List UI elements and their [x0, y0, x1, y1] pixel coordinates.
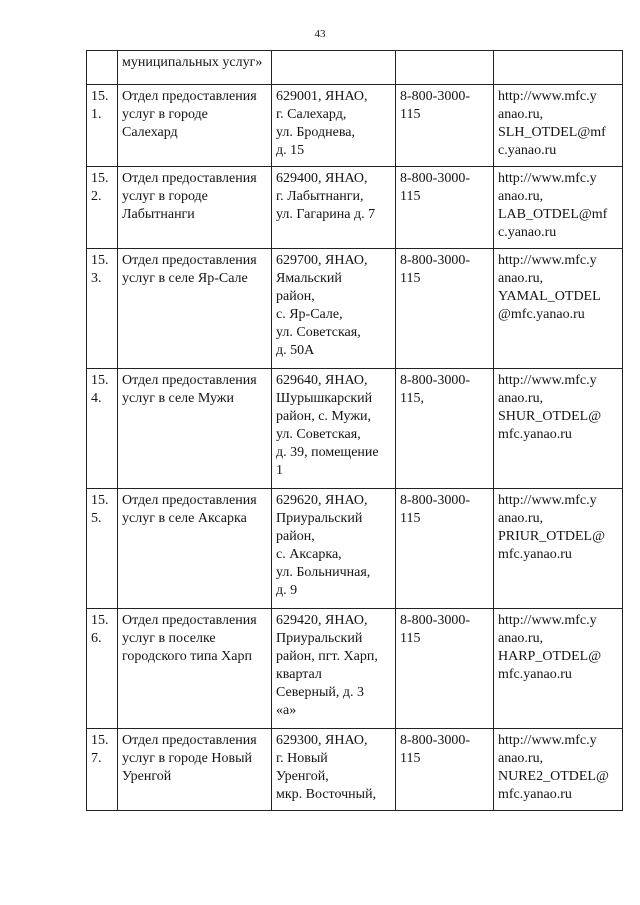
office-name-line: Лабытнанги	[122, 207, 195, 222]
address-line: Северный, д. 3	[276, 685, 364, 700]
cell-contacts	[494, 489, 623, 609]
office-name-line: услуг в городе Новый	[122, 751, 252, 766]
contact-line: http://www.mfc.y	[498, 493, 597, 508]
contact-line: http://www.mfc.y	[498, 613, 597, 628]
office-name-line: услуг в селе Яр-Сале	[122, 271, 248, 286]
contact-line: anao.ru,	[498, 391, 544, 406]
address-line: Шурышкарский	[276, 391, 373, 406]
phone-line: 8-800-3000-	[400, 373, 470, 388]
office-name-line: Отдел предоставления	[122, 253, 257, 268]
cell-number	[87, 51, 118, 85]
office-name-line: услуг в городе	[122, 107, 208, 122]
cell-number	[87, 249, 118, 369]
cell-address	[272, 51, 396, 85]
office-name-line: городского типа Харп	[122, 649, 252, 664]
cell-office-name	[118, 167, 272, 249]
office-name-line: услуг в поселке	[122, 631, 216, 646]
cell-address	[272, 249, 396, 369]
address-line: г. Новый	[276, 751, 328, 766]
cell-number	[87, 609, 118, 729]
contact-line: mfc.yanao.ru	[498, 427, 572, 442]
address-line: 629640, ЯНАО,	[276, 373, 368, 388]
cell-address	[272, 167, 396, 249]
address-line: 629700, ЯНАО,	[276, 253, 368, 268]
office-name-line: Отдел предоставления	[122, 171, 257, 186]
phone-line: 115	[400, 511, 421, 526]
phone-line: 8-800-3000-	[400, 253, 470, 268]
continuation-text: муниципальных услуг»	[122, 55, 263, 70]
cell-phone	[396, 729, 494, 811]
cell-office-name	[118, 85, 272, 167]
cell-contacts	[494, 167, 623, 249]
address-line: 629001, ЯНАО,	[276, 89, 368, 104]
cell-office-name	[118, 729, 272, 811]
table-row	[87, 85, 623, 167]
address-line: «а»	[276, 703, 297, 718]
cell-number	[87, 489, 118, 609]
mfc-offices-table	[86, 50, 623, 811]
cell-contacts	[494, 369, 623, 489]
address-line: ул. Гагарина д. 7	[276, 207, 376, 222]
table-row	[87, 167, 623, 249]
table-row	[87, 369, 623, 489]
contact-line: anao.ru,	[498, 511, 544, 526]
cell-office-name	[118, 249, 272, 369]
table-row	[87, 729, 623, 811]
contact-line: SLH_OTDEL@mf	[498, 125, 606, 140]
phone-line: 115,	[400, 391, 424, 406]
office-name-line: услуг в селе Мужи	[122, 391, 234, 406]
cell-number	[87, 369, 118, 489]
office-name-line: Отдел предоставления	[122, 613, 257, 628]
address-line: Приуральский	[276, 511, 363, 526]
address-line: д. 39, помещение	[276, 445, 379, 460]
contact-line: SHUR_OTDEL@	[498, 409, 602, 424]
number-line: 15.	[91, 171, 109, 186]
address-line: Ямальский	[276, 271, 342, 286]
table-row	[87, 609, 623, 729]
address-line: с. Аксарка,	[276, 547, 342, 562]
address-line: г. Лабытнанги,	[276, 189, 364, 204]
address-line: ул. Советская,	[276, 325, 361, 340]
table-row	[87, 249, 623, 369]
cell-address	[272, 369, 396, 489]
address-line: 1	[276, 463, 283, 478]
contact-line: anao.ru,	[498, 631, 544, 646]
number-line: 1.	[91, 107, 102, 122]
contact-line: http://www.mfc.y	[498, 89, 597, 104]
cell-office-name	[118, 369, 272, 489]
address-line: ул. Больничная,	[276, 565, 371, 580]
phone-line: 115	[400, 107, 421, 122]
address-line: Уренгой,	[276, 769, 329, 784]
phone-line: 115	[400, 189, 421, 204]
contact-line: http://www.mfc.y	[498, 373, 597, 388]
cell-office-name	[118, 609, 272, 729]
cell-number	[87, 85, 118, 167]
address-line: мкр. Восточный,	[276, 787, 377, 802]
contact-line: c.yanao.ru	[498, 225, 557, 240]
cell-phone	[396, 609, 494, 729]
address-line: г. Салехард,	[276, 107, 347, 122]
cell-phone	[396, 489, 494, 609]
number-line: 2.	[91, 189, 102, 204]
number-line: 15.	[91, 253, 109, 268]
contact-line: mfc.yanao.ru	[498, 547, 572, 562]
cell-contacts	[494, 729, 623, 811]
contact-line: @mfc.yanao.ru	[498, 307, 585, 322]
number-line: 15.	[91, 373, 109, 388]
cell-office-name	[118, 489, 272, 609]
phone-line: 115	[400, 271, 421, 286]
contact-line: c.yanao.ru	[498, 143, 557, 158]
office-name-line: Отдел предоставления	[122, 493, 257, 508]
number-line: 5.	[91, 511, 102, 526]
cell-number	[87, 167, 118, 249]
contact-line: mfc.yanao.ru	[498, 787, 572, 802]
cell-phone	[396, 85, 494, 167]
number-line: 15.	[91, 493, 109, 508]
phone-line: 8-800-3000-	[400, 89, 470, 104]
contact-line: LAB_OTDEL@mf	[498, 207, 608, 222]
office-name-line: Отдел предоставления	[122, 733, 257, 748]
contact-line: http://www.mfc.y	[498, 733, 597, 748]
cell-contacts	[494, 85, 623, 167]
office-name-line: Отдел предоставления	[122, 89, 257, 104]
cell-contacts	[494, 609, 623, 729]
address-line: д. 50А	[276, 343, 315, 358]
address-line: ул. Броднева,	[276, 125, 355, 140]
cell-contacts	[494, 51, 623, 85]
phone-line: 8-800-3000-	[400, 171, 470, 186]
phone-line: 115	[400, 751, 421, 766]
table-row-continuation	[87, 51, 623, 85]
contact-line: http://www.mfc.y	[498, 253, 597, 268]
cell-address	[272, 489, 396, 609]
cell-address	[272, 609, 396, 729]
address-line: 629400, ЯНАО,	[276, 171, 368, 186]
cell-continuation	[118, 51, 272, 85]
page-number: 43	[314, 28, 326, 40]
number-line: 4.	[91, 391, 102, 406]
contact-line: YAMAL_OTDEL	[498, 289, 601, 304]
address-line: д. 9	[276, 583, 298, 598]
address-line: квартал	[276, 667, 322, 682]
office-name-line: Уренгой	[122, 769, 172, 784]
address-line: 629620, ЯНАО,	[276, 493, 368, 508]
cell-phone	[396, 249, 494, 369]
cell-phone	[396, 167, 494, 249]
address-line: район,	[276, 529, 315, 544]
office-name-line: услуг в городе	[122, 189, 208, 204]
cell-number	[87, 729, 118, 811]
cell-phone	[396, 369, 494, 489]
address-line: с. Яр-Сале,	[276, 307, 343, 322]
number-line: 6.	[91, 631, 102, 646]
contact-line: anao.ru,	[498, 189, 544, 204]
address-line: район,	[276, 289, 315, 304]
office-name-line: Салехард	[122, 125, 178, 140]
cell-address	[272, 729, 396, 811]
address-line: Приуральский	[276, 631, 363, 646]
address-line: д. 15	[276, 143, 305, 158]
office-name-line: Отдел предоставления	[122, 373, 257, 388]
address-line: 629420, ЯНАО,	[276, 613, 368, 628]
phone-line: 115	[400, 631, 421, 646]
cell-contacts	[494, 249, 623, 369]
table-row	[87, 489, 623, 609]
address-line: ул. Советская,	[276, 427, 361, 442]
contact-line: HARP_OTDEL@	[498, 649, 602, 664]
phone-line: 8-800-3000-	[400, 493, 470, 508]
number-line: 3.	[91, 271, 102, 286]
contact-line: anao.ru,	[498, 107, 544, 122]
contact-line: anao.ru,	[498, 751, 544, 766]
contact-line: mfc.yanao.ru	[498, 667, 572, 682]
contact-line: NURE2_OTDEL@	[498, 769, 609, 784]
contact-line: PRIUR_OTDEL@	[498, 529, 606, 544]
number-line: 7.	[91, 751, 102, 766]
address-line: 629300, ЯНАО,	[276, 733, 368, 748]
address-line: район, с. Мужи,	[276, 409, 371, 424]
phone-line: 8-800-3000-	[400, 733, 470, 748]
address-line: район, пгт. Харп,	[276, 649, 378, 664]
contact-line: http://www.mfc.y	[498, 171, 597, 186]
office-name-line: услуг в селе Аксарка	[122, 511, 247, 526]
phone-line: 8-800-3000-	[400, 613, 470, 628]
number-line: 15.	[91, 733, 109, 748]
cell-phone	[396, 51, 494, 85]
cell-address	[272, 85, 396, 167]
number-line: 15.	[91, 89, 109, 104]
number-line: 15.	[91, 613, 109, 628]
contact-line: anao.ru,	[498, 271, 544, 286]
